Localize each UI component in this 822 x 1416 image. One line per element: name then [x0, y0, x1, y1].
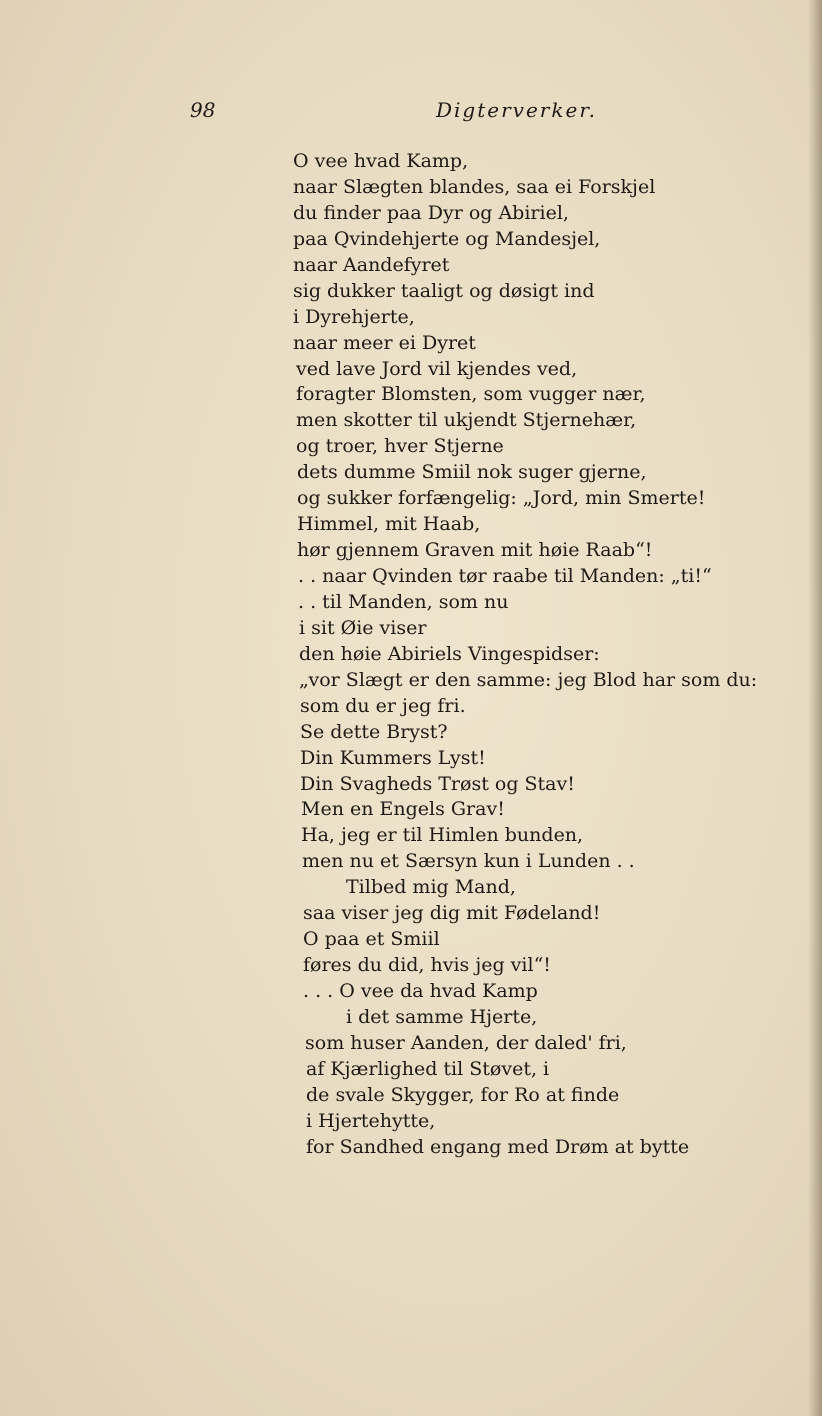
poem-line: Din Kummers Lyst!	[300, 746, 486, 769]
poem-line: hør gjennem Graven mit høie Raab“!	[297, 539, 653, 562]
poem-line: paa Qvindehjerte og Mandesjel,	[293, 227, 601, 250]
poem-line: ved lave Jord vil kjendes ved,	[296, 357, 578, 380]
poem-body	[0, 149, 822, 1161]
poem-line: naar Aandefyret	[293, 253, 450, 276]
poem-line: i Dyrehjerte,	[293, 305, 415, 328]
poem-line: af Kjærlighed til Støvet, i	[306, 1057, 550, 1080]
poem-line: . . til Manden, som nu	[298, 590, 509, 613]
poem-line: Din Svagheds Trøst og Stav!	[300, 772, 575, 795]
poem-line: . . . O vee da hvad Kamp	[303, 980, 538, 1002]
poem-line: „vor Slægt er den samme: jeg Blod har som du:	[299, 668, 758, 691]
poem-line: men nu et Særsyn kun i Lunden . .	[302, 850, 635, 873]
poem-line: naar meer ei Dyret	[293, 331, 476, 354]
poem-line: for Sandhed engang med Drøm at bytte	[306, 1135, 690, 1158]
poem-line: dets dumme Smiil nok suger gjerne,	[297, 461, 647, 484]
poem-line: den høie Abiriels Vingespidser:	[299, 642, 600, 665]
poem-line: O paa et Smiil	[303, 928, 440, 951]
page-header	[0, 98, 822, 132]
poem-line: som du er jeg fri.	[300, 694, 466, 717]
running-head: Digterverker.	[436, 98, 598, 122]
poem-line: Tilbed mig Mand,	[346, 876, 516, 899]
poem-line: naar Slægten blandes, saa ei Forskjel	[293, 175, 656, 198]
poem-line: O vee hvad Kamp,	[293, 150, 469, 172]
poem-line: men skotter til ukjendt Stjernehær,	[296, 409, 637, 432]
poem-line: føres du did, hvis jeg vil“!	[303, 954, 551, 977]
poem-line: Himmel, mit Haab,	[297, 513, 481, 536]
poem-line: saa viser jeg dig mit Fødeland!	[303, 902, 601, 925]
poem-line: . . naar Qvinden tør raabe til Manden: „ti!“	[298, 565, 712, 587]
poem-line: Men en Engels Grav!	[301, 798, 505, 821]
poem-line: Ha, jeg er til Himlen bunden,	[301, 824, 584, 847]
poem-line: sig dukker taaligt og døsigt ind	[293, 279, 595, 302]
poem-line: i Hjertehytte,	[306, 1109, 436, 1132]
poem-line: i det samme Hjerte,	[346, 1005, 538, 1028]
poem-line: og troer, hver Stjerne	[296, 435, 504, 458]
poem-line: du finder paa Dyr og Abiriel,	[293, 201, 569, 224]
poem-line: og sukker forfængelig: „Jord, min Smerte!	[297, 487, 706, 510]
poem-line: i sit Øie viser	[299, 616, 427, 639]
poem-line: som huser Aanden, der daled' fri,	[305, 1031, 627, 1054]
poem-line: Se dette Bryst?	[300, 720, 448, 743]
poem-line: de svale Skygger, for Ro at finde	[306, 1083, 620, 1106]
page-number: 98	[190, 98, 216, 122]
poem-line: foragter Blomsten, som vugger nær,	[296, 383, 646, 406]
